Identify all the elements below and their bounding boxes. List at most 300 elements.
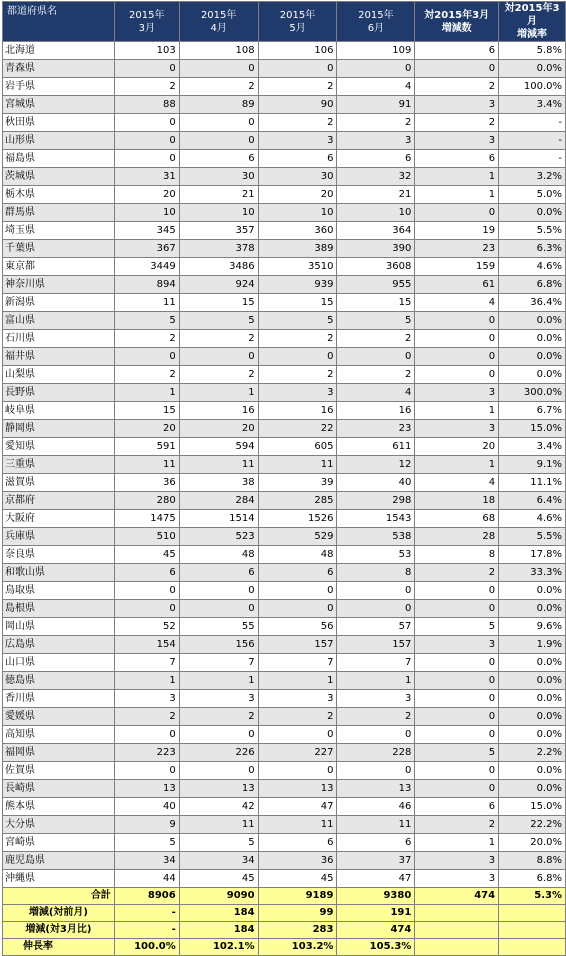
value-cell: 15.0%	[499, 798, 566, 816]
table-row	[3, 168, 566, 186]
footer-value-cell	[499, 922, 566, 939]
value-cell: 0	[258, 582, 337, 600]
value-cell: 1	[179, 384, 258, 402]
prefecture-name-cell: 鳥取県	[3, 582, 115, 600]
value-cell: 3	[415, 384, 499, 402]
prefecture-name-cell: 岩手県	[3, 78, 115, 96]
footer-value-cell: 5.3%	[499, 888, 566, 905]
value-cell: 5	[114, 834, 179, 852]
value-cell: 90	[258, 96, 337, 114]
header-diff-rate: 対2015年3月 増減率	[499, 2, 566, 42]
footer-value-cell: 184	[179, 922, 258, 939]
value-cell: 0	[415, 60, 499, 78]
value-cell: 955	[337, 276, 415, 294]
value-cell: 3608	[337, 258, 415, 276]
header-2015-05: 2015年 5月	[258, 2, 337, 42]
value-cell: 3	[415, 852, 499, 870]
value-cell: 11	[258, 456, 337, 474]
value-cell: 0	[337, 582, 415, 600]
value-cell: 7	[179, 654, 258, 672]
value-cell: 6.7%	[499, 402, 566, 420]
value-cell: 5	[415, 744, 499, 762]
value-cell: 1	[415, 402, 499, 420]
value-cell: 0.0%	[499, 690, 566, 708]
value-cell: 103	[114, 42, 179, 60]
value-cell: 55	[179, 618, 258, 636]
value-cell: 0	[415, 348, 499, 366]
table-row	[3, 564, 566, 582]
value-cell: 3	[337, 132, 415, 150]
value-cell: 0	[415, 312, 499, 330]
table-row	[3, 240, 566, 258]
value-cell: 9.6%	[499, 618, 566, 636]
value-cell: 11	[114, 456, 179, 474]
footer-label-cell: 増減(対前月)	[3, 905, 115, 922]
value-cell: 44	[114, 870, 179, 888]
value-cell: 5	[415, 618, 499, 636]
value-cell: 3.4%	[499, 96, 566, 114]
value-cell: 16	[258, 402, 337, 420]
value-cell: 37	[337, 852, 415, 870]
value-cell: 9	[114, 816, 179, 834]
value-cell: 594	[179, 438, 258, 456]
header-2015-03: 2015年 3月	[114, 2, 179, 42]
value-cell: 3	[415, 96, 499, 114]
table-row	[3, 60, 566, 78]
value-cell: 523	[179, 528, 258, 546]
table-row	[3, 510, 566, 528]
value-cell: 6	[415, 42, 499, 60]
value-cell: 36.4%	[499, 294, 566, 312]
value-cell: 15	[114, 402, 179, 420]
prefecture-name-cell: 富山県	[3, 312, 115, 330]
prefecture-name-cell: 大阪府	[3, 510, 115, 528]
value-cell: 11.1%	[499, 474, 566, 492]
value-cell: 10	[179, 204, 258, 222]
value-cell: 89	[179, 96, 258, 114]
header-prefecture: 都道府県名	[3, 2, 115, 42]
prefecture-name-cell: 神奈川県	[3, 276, 115, 294]
value-cell: 5	[114, 312, 179, 330]
value-cell: 16	[337, 402, 415, 420]
value-cell: 68	[415, 510, 499, 528]
table-row	[3, 492, 566, 510]
value-cell: 1.9%	[499, 636, 566, 654]
value-cell: 0	[415, 780, 499, 798]
table-row	[3, 636, 566, 654]
value-cell: 1	[114, 672, 179, 690]
table-row	[3, 384, 566, 402]
value-cell: 10	[258, 204, 337, 222]
prefecture-name-cell: 千葉県	[3, 240, 115, 258]
prefecture-count-table	[2, 1, 566, 956]
value-cell: 0	[258, 60, 337, 78]
prefecture-name-cell: 三重県	[3, 456, 115, 474]
value-cell: 15.0%	[499, 420, 566, 438]
value-cell: 6.4%	[499, 492, 566, 510]
value-cell: 2	[179, 330, 258, 348]
value-cell: 45	[114, 546, 179, 564]
value-cell: 6	[258, 564, 337, 582]
value-cell: 3	[258, 690, 337, 708]
footer-growth-rate-row	[3, 939, 566, 956]
value-cell: 3.4%	[499, 438, 566, 456]
value-cell: 228	[337, 744, 415, 762]
prefecture-name-cell: 長崎県	[3, 780, 115, 798]
value-cell: 157	[337, 636, 415, 654]
value-cell: 4.6%	[499, 510, 566, 528]
value-cell: 4	[337, 78, 415, 96]
value-cell: 109	[337, 42, 415, 60]
value-cell: 2	[415, 114, 499, 132]
value-cell: 2	[415, 78, 499, 96]
value-cell: 0	[179, 348, 258, 366]
table-row	[3, 78, 566, 96]
footer-value-cell: 474	[415, 888, 499, 905]
value-cell: 13	[179, 780, 258, 798]
prefecture-name-cell: 佐賀県	[3, 762, 115, 780]
value-cell: 226	[179, 744, 258, 762]
prefecture-name-cell: 愛媛県	[3, 708, 115, 726]
value-cell: 6	[179, 150, 258, 168]
value-cell: 5.5%	[499, 222, 566, 240]
table-row	[3, 654, 566, 672]
value-cell: 3449	[114, 258, 179, 276]
footer-value-cell: -	[114, 905, 179, 922]
value-cell: 3	[415, 636, 499, 654]
value-cell: 34	[179, 852, 258, 870]
value-cell: 2.2%	[499, 744, 566, 762]
value-cell: 1	[415, 834, 499, 852]
prefecture-name-cell: 広島県	[3, 636, 115, 654]
value-cell: 0.0%	[499, 204, 566, 222]
table-body	[3, 42, 566, 888]
value-cell: 285	[258, 492, 337, 510]
value-cell: 2	[337, 114, 415, 132]
value-cell: 357	[179, 222, 258, 240]
prefecture-name-cell: 徳島県	[3, 672, 115, 690]
value-cell: 4	[415, 474, 499, 492]
table-row	[3, 528, 566, 546]
table-footer	[3, 888, 566, 956]
value-cell: 390	[337, 240, 415, 258]
value-cell: 20.0%	[499, 834, 566, 852]
table-row	[3, 618, 566, 636]
prefecture-name-cell: 宮崎県	[3, 834, 115, 852]
value-cell: 6.8%	[499, 276, 566, 294]
value-cell: 159	[415, 258, 499, 276]
table-header-row	[3, 2, 566, 42]
value-cell: 15	[337, 294, 415, 312]
table-row	[3, 834, 566, 852]
value-cell: 2	[337, 366, 415, 384]
value-cell: 0	[415, 672, 499, 690]
value-cell: 0	[258, 348, 337, 366]
value-cell: 0.0%	[499, 582, 566, 600]
value-cell: 0.0%	[499, 366, 566, 384]
value-cell: 56	[258, 618, 337, 636]
value-cell: 611	[337, 438, 415, 456]
value-cell: 345	[114, 222, 179, 240]
value-cell: 1543	[337, 510, 415, 528]
table-row	[3, 456, 566, 474]
value-cell: 360	[258, 222, 337, 240]
table-row	[3, 204, 566, 222]
value-cell: 3	[337, 690, 415, 708]
value-cell: 2	[114, 330, 179, 348]
prefecture-name-cell: 静岡県	[3, 420, 115, 438]
table-row	[3, 708, 566, 726]
value-cell: 156	[179, 636, 258, 654]
value-cell: 57	[337, 618, 415, 636]
value-cell: 6	[415, 150, 499, 168]
table-row	[3, 294, 566, 312]
value-cell: 38	[179, 474, 258, 492]
footer-value-cell	[499, 939, 566, 956]
value-cell: 2	[258, 366, 337, 384]
value-cell: 0	[337, 726, 415, 744]
prefecture-name-cell: 岡山県	[3, 618, 115, 636]
footer-label-cell: 合計	[3, 888, 115, 905]
table-row	[3, 96, 566, 114]
value-cell: 4	[337, 384, 415, 402]
value-cell: 894	[114, 276, 179, 294]
value-cell: 11	[179, 816, 258, 834]
value-cell: 39	[258, 474, 337, 492]
table-row	[3, 402, 566, 420]
value-cell: 0	[114, 726, 179, 744]
value-cell: 0	[114, 762, 179, 780]
footer-label-cell: 伸長率	[3, 939, 115, 956]
value-cell: 389	[258, 240, 337, 258]
table-row	[3, 312, 566, 330]
value-cell: 2	[179, 708, 258, 726]
value-cell: 108	[179, 42, 258, 60]
footer-value-cell	[415, 905, 499, 922]
value-cell: 0	[114, 60, 179, 78]
table-row	[3, 366, 566, 384]
value-cell: 28	[415, 528, 499, 546]
prefecture-name-cell: 栃木県	[3, 186, 115, 204]
value-cell: 11	[258, 816, 337, 834]
value-cell: 5	[179, 834, 258, 852]
value-cell: 40	[114, 798, 179, 816]
value-cell: 1526	[258, 510, 337, 528]
value-cell: 8	[415, 546, 499, 564]
value-cell: 48	[179, 546, 258, 564]
header-diff-count: 対2015年3月 増減数	[415, 2, 499, 42]
prefecture-name-cell: 群馬県	[3, 204, 115, 222]
footer-total-row	[3, 888, 566, 905]
value-cell: 3486	[179, 258, 258, 276]
prefecture-name-cell: 山梨県	[3, 366, 115, 384]
footer-label-cell: 増減(対3月比)	[3, 922, 115, 939]
prefecture-name-cell: 北海道	[3, 42, 115, 60]
footer-value-cell: 102.1%	[179, 939, 258, 956]
value-cell: 0	[415, 726, 499, 744]
value-cell: 45	[179, 870, 258, 888]
prefecture-name-cell: 大分県	[3, 816, 115, 834]
value-cell: 15	[179, 294, 258, 312]
value-cell: 1	[415, 456, 499, 474]
prefecture-name-cell: 東京都	[3, 258, 115, 276]
value-cell: 510	[114, 528, 179, 546]
value-cell: 18	[415, 492, 499, 510]
header-2015-04: 2015年 4月	[179, 2, 258, 42]
value-cell: 2	[337, 330, 415, 348]
table-row	[3, 798, 566, 816]
prefecture-name-cell: 和歌山県	[3, 564, 115, 582]
value-cell: 13	[258, 780, 337, 798]
prefecture-name-cell: 茨城県	[3, 168, 115, 186]
value-cell: 3	[415, 132, 499, 150]
table-row	[3, 546, 566, 564]
footer-value-cell: 100.0%	[114, 939, 179, 956]
value-cell: 8.8%	[499, 852, 566, 870]
value-cell: 47	[258, 798, 337, 816]
value-cell: 157	[258, 636, 337, 654]
footer-value-cell: 103.2%	[258, 939, 337, 956]
value-cell: 11	[337, 816, 415, 834]
table-row	[3, 870, 566, 888]
value-cell: 1	[258, 672, 337, 690]
value-cell: 0	[114, 600, 179, 618]
value-cell: 591	[114, 438, 179, 456]
value-cell: 23	[337, 420, 415, 438]
value-cell: 0	[415, 708, 499, 726]
table-row	[3, 672, 566, 690]
value-cell: 2	[415, 816, 499, 834]
value-cell: 0.0%	[499, 762, 566, 780]
footer-value-cell: 105.3%	[337, 939, 415, 956]
value-cell: 3510	[258, 258, 337, 276]
value-cell: 0.0%	[499, 654, 566, 672]
value-cell: 0	[179, 600, 258, 618]
value-cell: 0	[258, 600, 337, 618]
value-cell: 300.0%	[499, 384, 566, 402]
value-cell: 42	[179, 798, 258, 816]
value-cell: 4	[415, 294, 499, 312]
value-cell: 3	[179, 690, 258, 708]
value-cell: 0	[337, 762, 415, 780]
value-cell: 46	[337, 798, 415, 816]
value-cell: 529	[258, 528, 337, 546]
value-cell: -	[499, 132, 566, 150]
value-cell: 34	[114, 852, 179, 870]
value-cell: 3	[114, 690, 179, 708]
prefecture-name-cell: 島根県	[3, 600, 115, 618]
table-row	[3, 762, 566, 780]
value-cell: 36	[114, 474, 179, 492]
value-cell: 88	[114, 96, 179, 114]
value-cell: 20	[114, 420, 179, 438]
value-cell: -	[499, 150, 566, 168]
table-row	[3, 690, 566, 708]
value-cell: 1	[114, 384, 179, 402]
table-row	[3, 780, 566, 798]
prefecture-name-cell: 山形県	[3, 132, 115, 150]
value-cell: 48	[258, 546, 337, 564]
table-row	[3, 816, 566, 834]
value-cell: 0.0%	[499, 726, 566, 744]
footer-value-cell: 8906	[114, 888, 179, 905]
prefecture-name-cell: 長野県	[3, 384, 115, 402]
value-cell: 6	[179, 564, 258, 582]
value-cell: 10	[114, 204, 179, 222]
prefecture-name-cell: 奈良県	[3, 546, 115, 564]
value-cell: 6.3%	[499, 240, 566, 258]
value-cell: 0	[179, 114, 258, 132]
value-cell: 17.8%	[499, 546, 566, 564]
prefecture-name-cell: 滋賀県	[3, 474, 115, 492]
value-cell: 6.8%	[499, 870, 566, 888]
prefecture-name-cell: 福島県	[3, 150, 115, 168]
value-cell: 22	[258, 420, 337, 438]
footer-value-cell: 9189	[258, 888, 337, 905]
prefecture-name-cell: 青森県	[3, 60, 115, 78]
value-cell: 47	[337, 870, 415, 888]
table-row	[3, 600, 566, 618]
value-cell: 0	[114, 582, 179, 600]
value-cell: 0	[415, 330, 499, 348]
prefecture-name-cell: 愛知県	[3, 438, 115, 456]
footer-diff-prev-month-row	[3, 905, 566, 922]
prefecture-name-cell: 熊本県	[3, 798, 115, 816]
value-cell: 0.0%	[499, 60, 566, 78]
value-cell: 0	[415, 762, 499, 780]
value-cell: 0	[337, 600, 415, 618]
prefecture-name-cell: 高知県	[3, 726, 115, 744]
value-cell: 0	[114, 132, 179, 150]
value-cell: 538	[337, 528, 415, 546]
value-cell: 53	[337, 546, 415, 564]
footer-value-cell	[499, 905, 566, 922]
value-cell: 1	[415, 186, 499, 204]
value-cell: 2	[179, 366, 258, 384]
value-cell: 106	[258, 42, 337, 60]
value-cell: 0	[337, 348, 415, 366]
value-cell: 19	[415, 222, 499, 240]
value-cell: 5.8%	[499, 42, 566, 60]
value-cell: 36	[258, 852, 337, 870]
footer-value-cell: 191	[337, 905, 415, 922]
prefecture-name-cell: 兵庫県	[3, 528, 115, 546]
prefecture-name-cell: 山口県	[3, 654, 115, 672]
value-cell: 0	[179, 60, 258, 78]
value-cell: 2	[258, 708, 337, 726]
value-cell: 0.0%	[499, 312, 566, 330]
value-cell: 1514	[179, 510, 258, 528]
footer-value-cell	[415, 922, 499, 939]
value-cell: 280	[114, 492, 179, 510]
value-cell: 2	[114, 366, 179, 384]
footer-value-cell	[415, 939, 499, 956]
table-row	[3, 474, 566, 492]
prefecture-name-cell: 埼玉県	[3, 222, 115, 240]
value-cell: 223	[114, 744, 179, 762]
prefecture-table-container	[2, 1, 566, 956]
value-cell: 3	[258, 384, 337, 402]
prefecture-name-cell: 香川県	[3, 690, 115, 708]
value-cell: 0	[415, 654, 499, 672]
value-cell: 378	[179, 240, 258, 258]
footer-value-cell: 99	[258, 905, 337, 922]
table-row	[3, 150, 566, 168]
value-cell: 13	[114, 780, 179, 798]
value-cell: 9.1%	[499, 456, 566, 474]
footer-value-cell: 474	[337, 922, 415, 939]
value-cell: 0	[179, 132, 258, 150]
